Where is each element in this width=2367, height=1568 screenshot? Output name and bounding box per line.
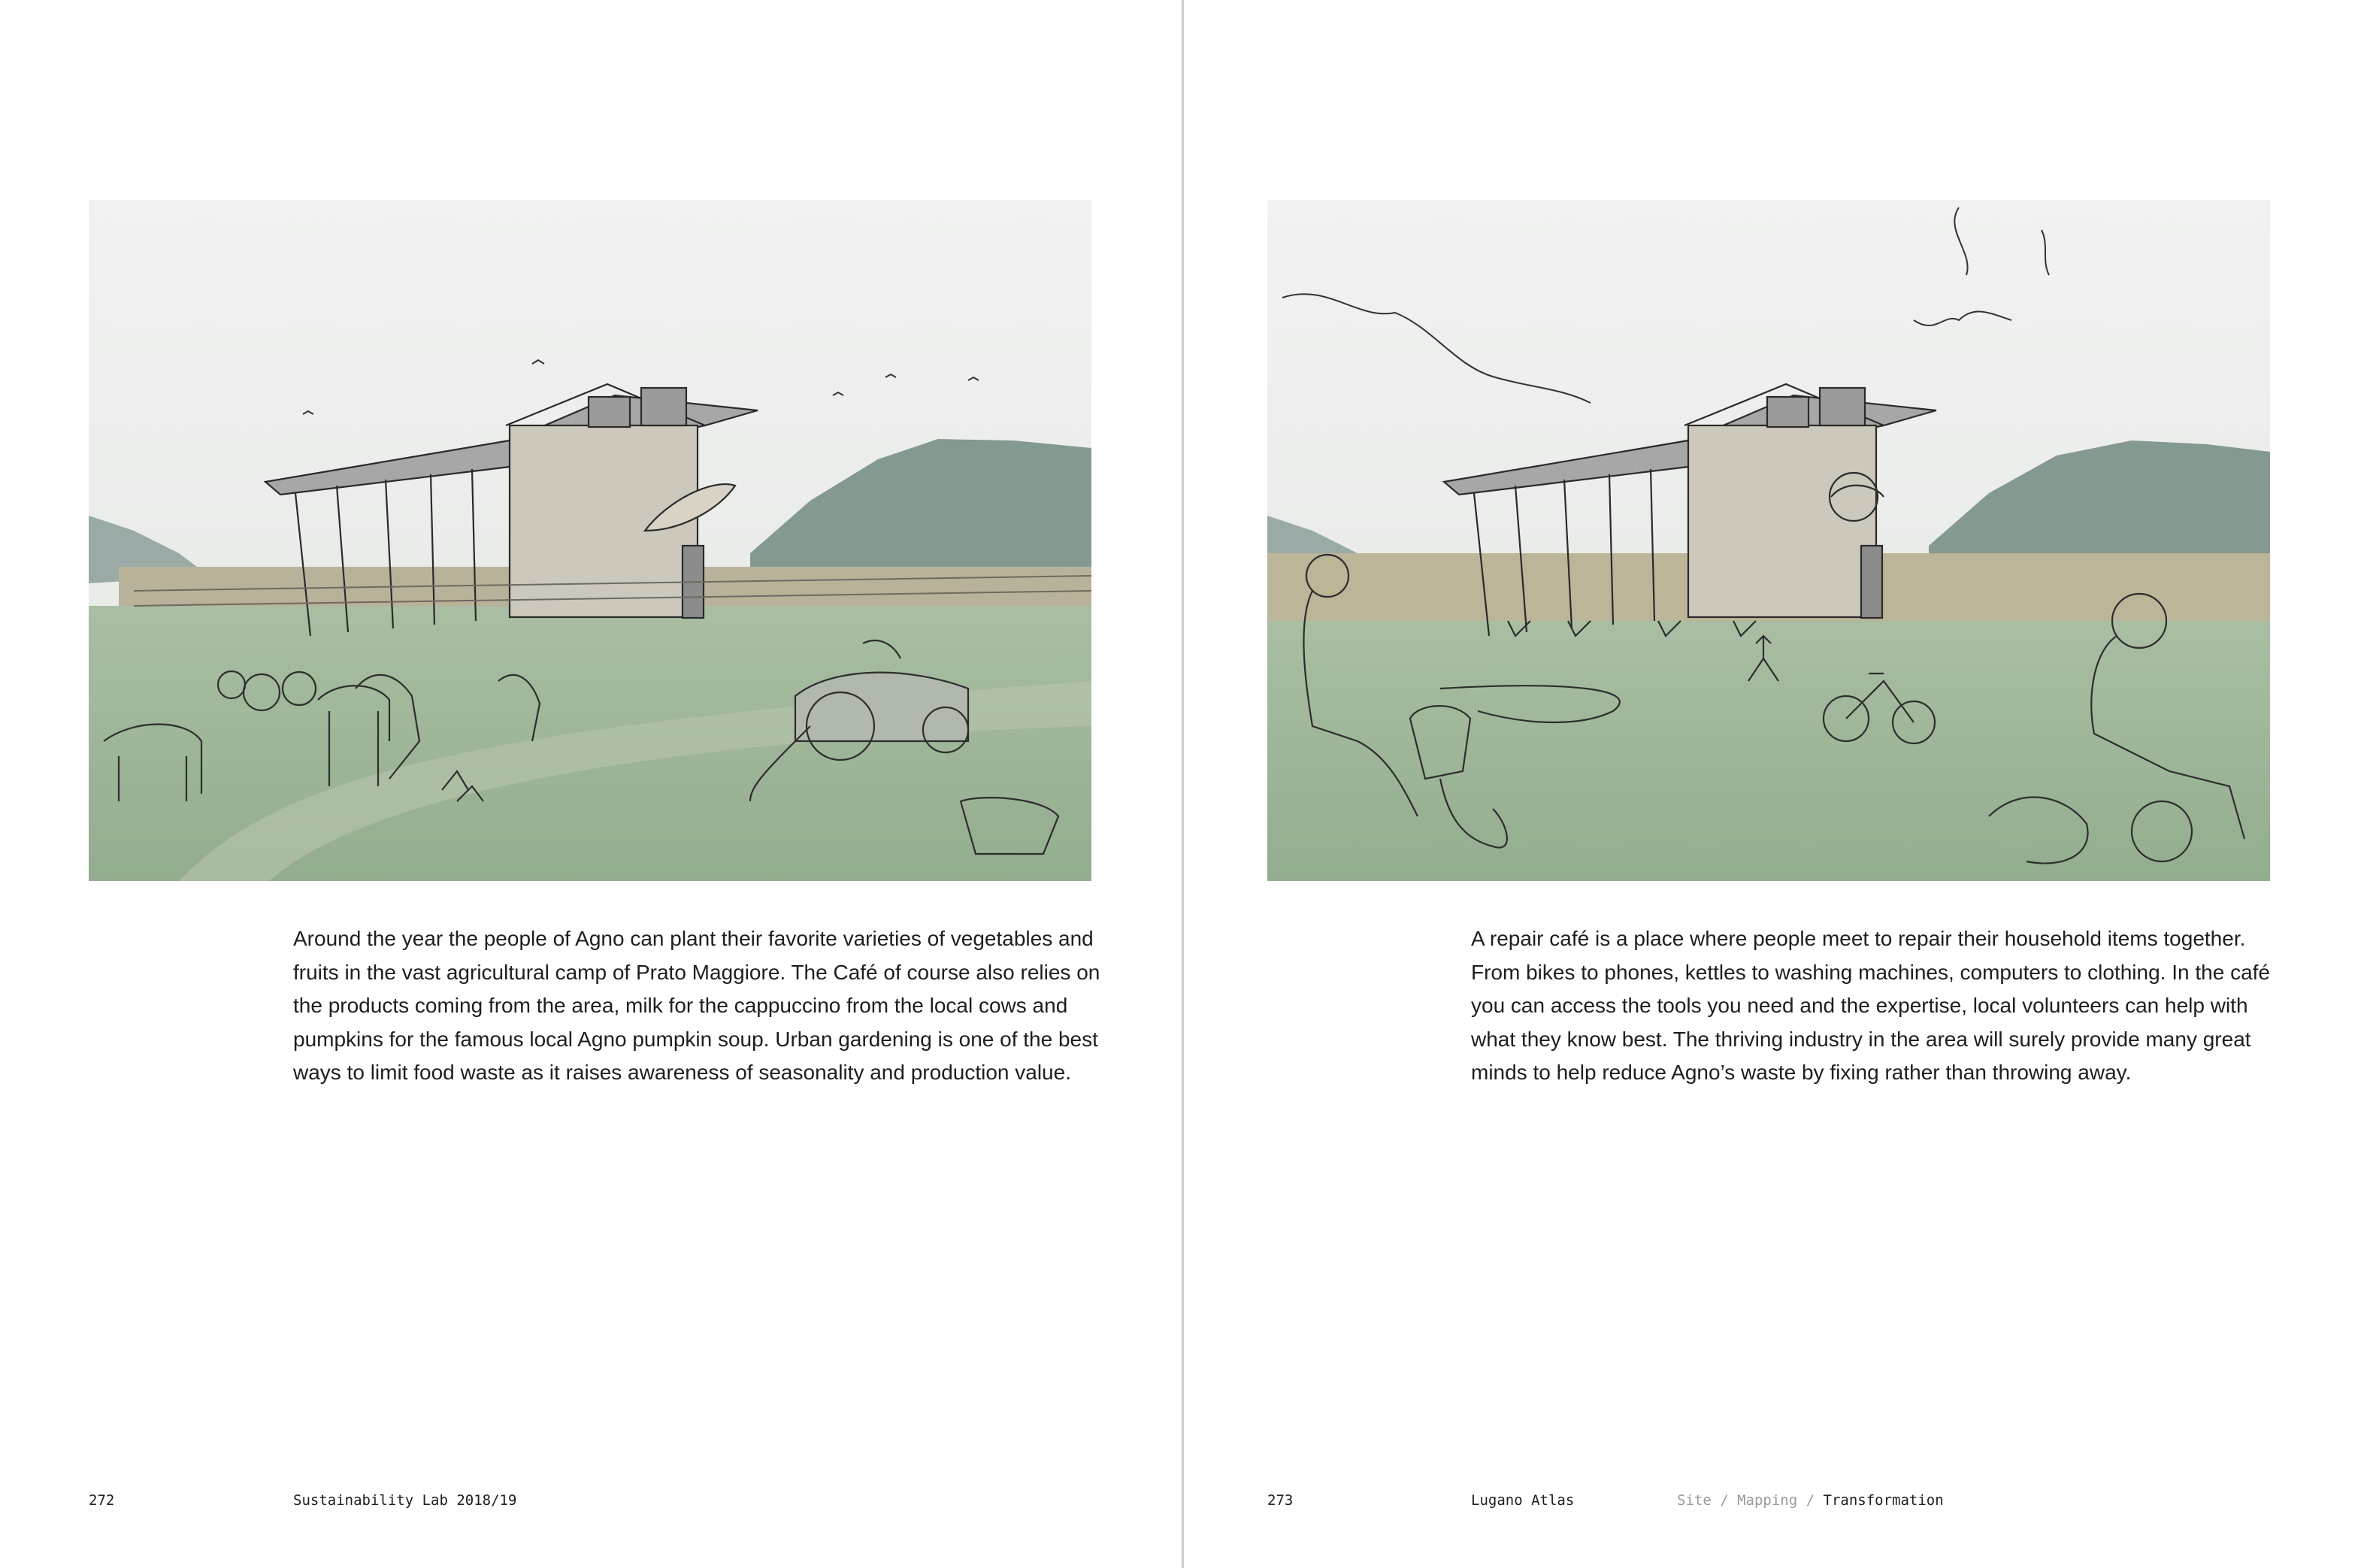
farm-sketch bbox=[89, 200, 1091, 881]
repair-cafe-sketch bbox=[1267, 200, 2270, 881]
repair-cafe-illustration bbox=[1267, 200, 2270, 881]
breadcrumb-item-transformation: Transformation bbox=[1823, 1492, 1944, 1509]
running-title: Sustainability Lab 2018/19 bbox=[293, 1492, 517, 1509]
left-page bbox=[0, 0, 1182, 1568]
farm-caption: Around the year the people of Agno can plant their favorite varieties of vegetables and fruits in the vast agricultural camp of Prato Maggiore. The Café of course also relies on the products coming from the area, milk for the cappuccino from the local cows and pumpkins for the famous local Agno pumpkin soup. Urban gardening is one of the best ways to limit food waste as it raises awareness of seasonality and production value. bbox=[293, 927, 1100, 1084]
right-page bbox=[1183, 0, 2367, 1568]
breadcrumb-separator: / bbox=[1711, 1492, 1738, 1509]
running-title: Lugano Atlas bbox=[1471, 1492, 1575, 1509]
breadcrumb bbox=[1677, 1492, 1944, 1509]
page-number: 272 bbox=[89, 1492, 115, 1509]
breadcrumb-separator: / bbox=[1797, 1492, 1824, 1509]
breadcrumb-item-mapping: Mapping bbox=[1737, 1492, 1798, 1509]
farm-illustration bbox=[89, 200, 1091, 881]
page-number: 273 bbox=[1267, 1492, 1294, 1509]
breadcrumb-item-site: Site bbox=[1677, 1492, 1712, 1509]
repair-cafe-caption: A repair café is a place where people meet to repair their household items together. From bikes to phones, kettles to washing machines, computers to clothing. In the café you can access the tools you need and the expertise, local volunteers can help with what they know best. The thriving industry in the area will surely provide many great minds to help reduce Agno’s waste by fixing rather than throwing away. bbox=[1471, 927, 2270, 1084]
